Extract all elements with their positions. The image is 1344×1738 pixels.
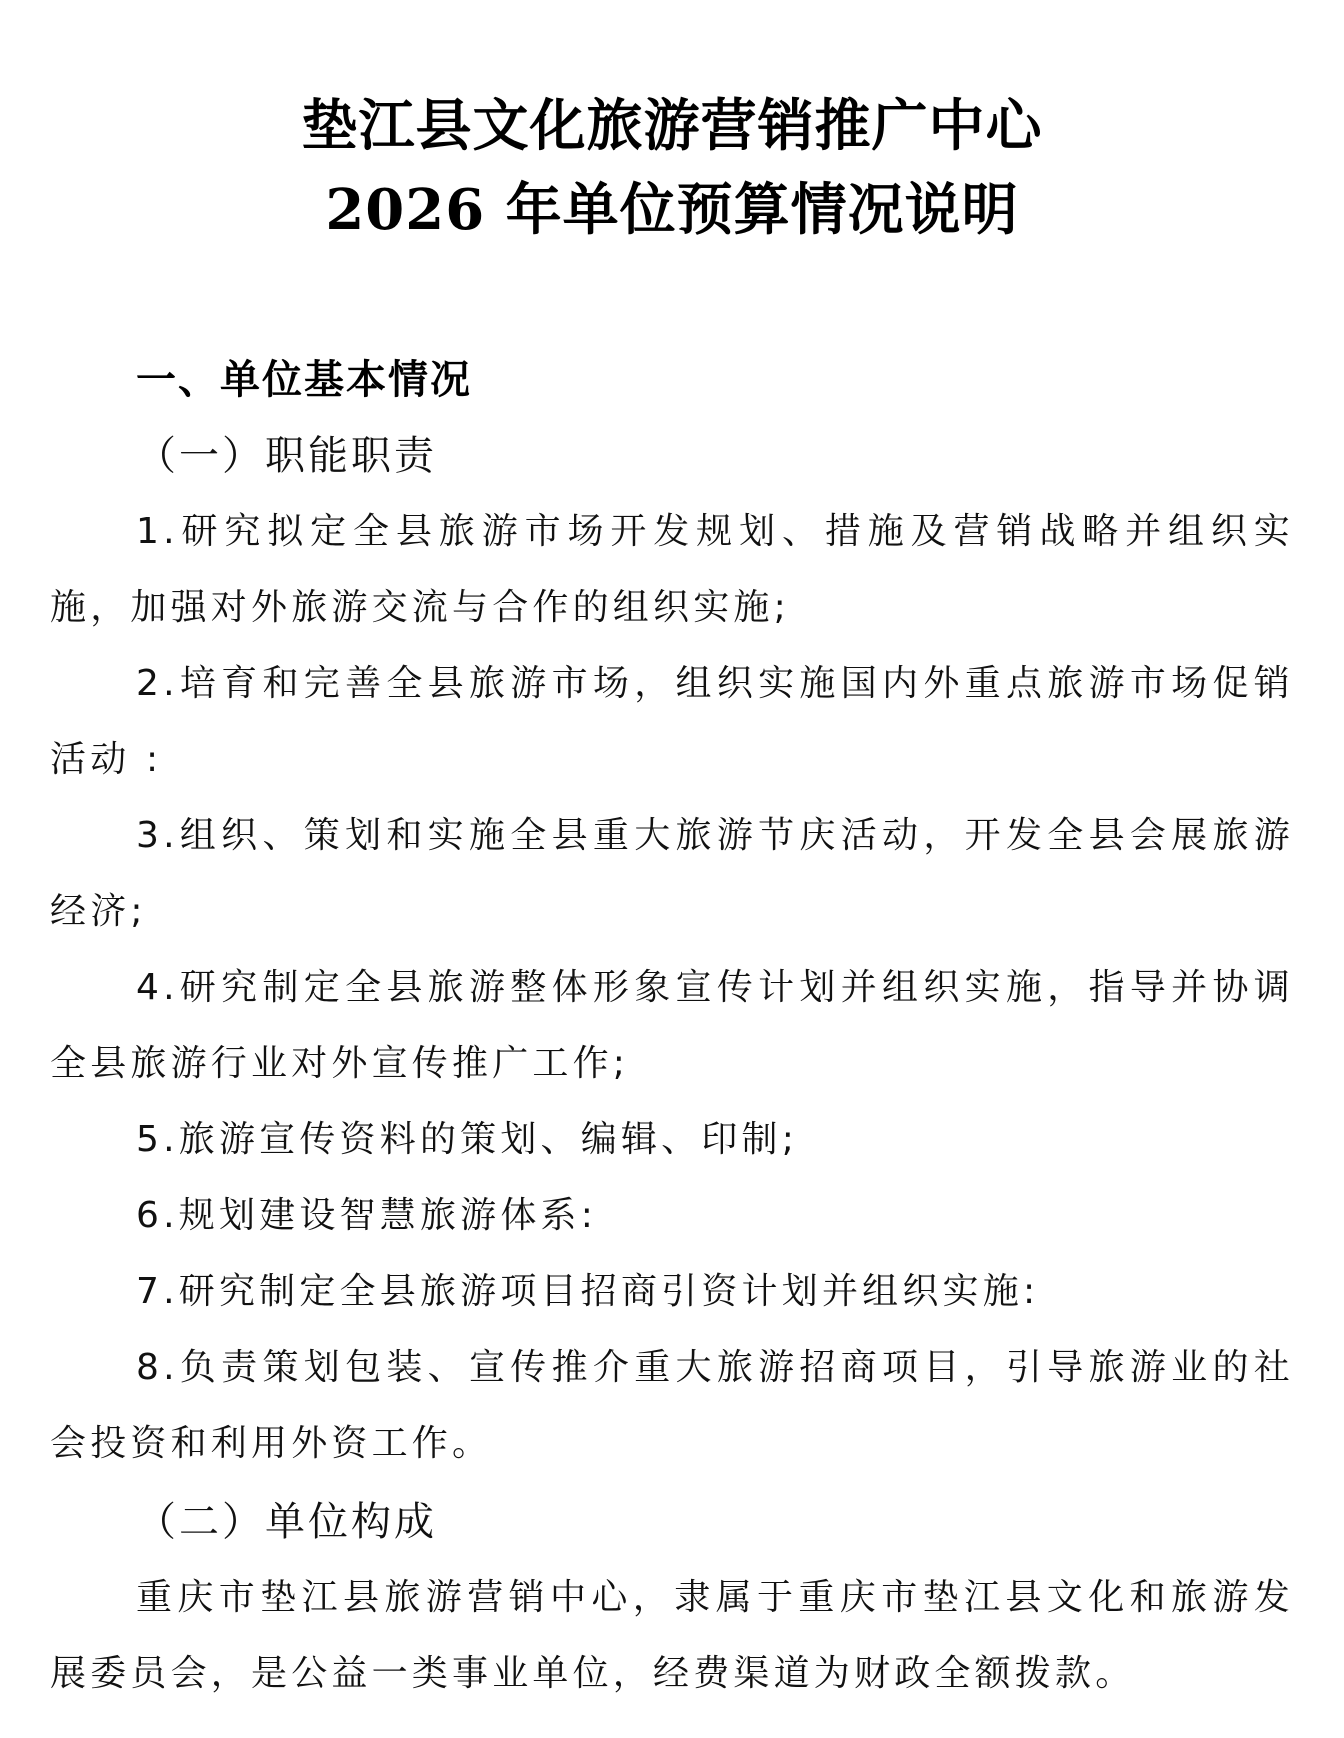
duty-item-1: 1.研究拟定全县旅游市场开发规划、措施及营销战略并组织实施，加强对外旅游交流与合作的组织实施;: [50, 511, 1294, 628]
duty-item-7: 7.研究制定全县旅游项目招商引资计划并组织实施:: [136, 1271, 1040, 1312]
duty-item-2: 2.培育和完善全县旅游市场，组织实施国内外重点旅游市场促销活动 :: [50, 663, 1294, 780]
composition-paragraph: 重庆市垫江县旅游营销中心，隶属于重庆市垫江县文化和旅游发展委员会，是公益一类事业单位，经费渠道为财政全额拨款。: [50, 1577, 1294, 1694]
duty-item-8: 8.负责策划包装、宣传推介重大旅游招商项目，引导旅游业的社会投资和利用外资工作。: [50, 1347, 1294, 1464]
duty-item-4: 4.研究制定全县旅游整体形象宣传计划并组织实施，指导并协调全县旅游行业对外宣传推广工作;: [50, 967, 1294, 1084]
subsection-heading-duties: （一）职能职责: [136, 433, 437, 479]
duties-list: [50, 494, 1294, 1482]
title-line-2: 2026 年单位预算情况说明: [325, 177, 1019, 243]
duty-item-3: 3.组织、策划和实施全县重大旅游节庆活动，开发全县会展旅游经济;: [50, 815, 1294, 932]
title-line-1: 垫江县文化旅游营销推广中心: [301, 93, 1043, 159]
composition-body: [50, 1560, 1294, 1712]
section-heading-basic-info: 一、单位基本情况: [136, 357, 472, 403]
subsection-heading-composition: （二）单位构成: [136, 1499, 437, 1545]
document-title: [50, 84, 1294, 252]
duty-item-6: 6.规划建设智慧旅游体系:: [136, 1195, 598, 1236]
duty-item-5: 5.旅游宣传资料的策划、编辑、印制;: [136, 1119, 799, 1160]
